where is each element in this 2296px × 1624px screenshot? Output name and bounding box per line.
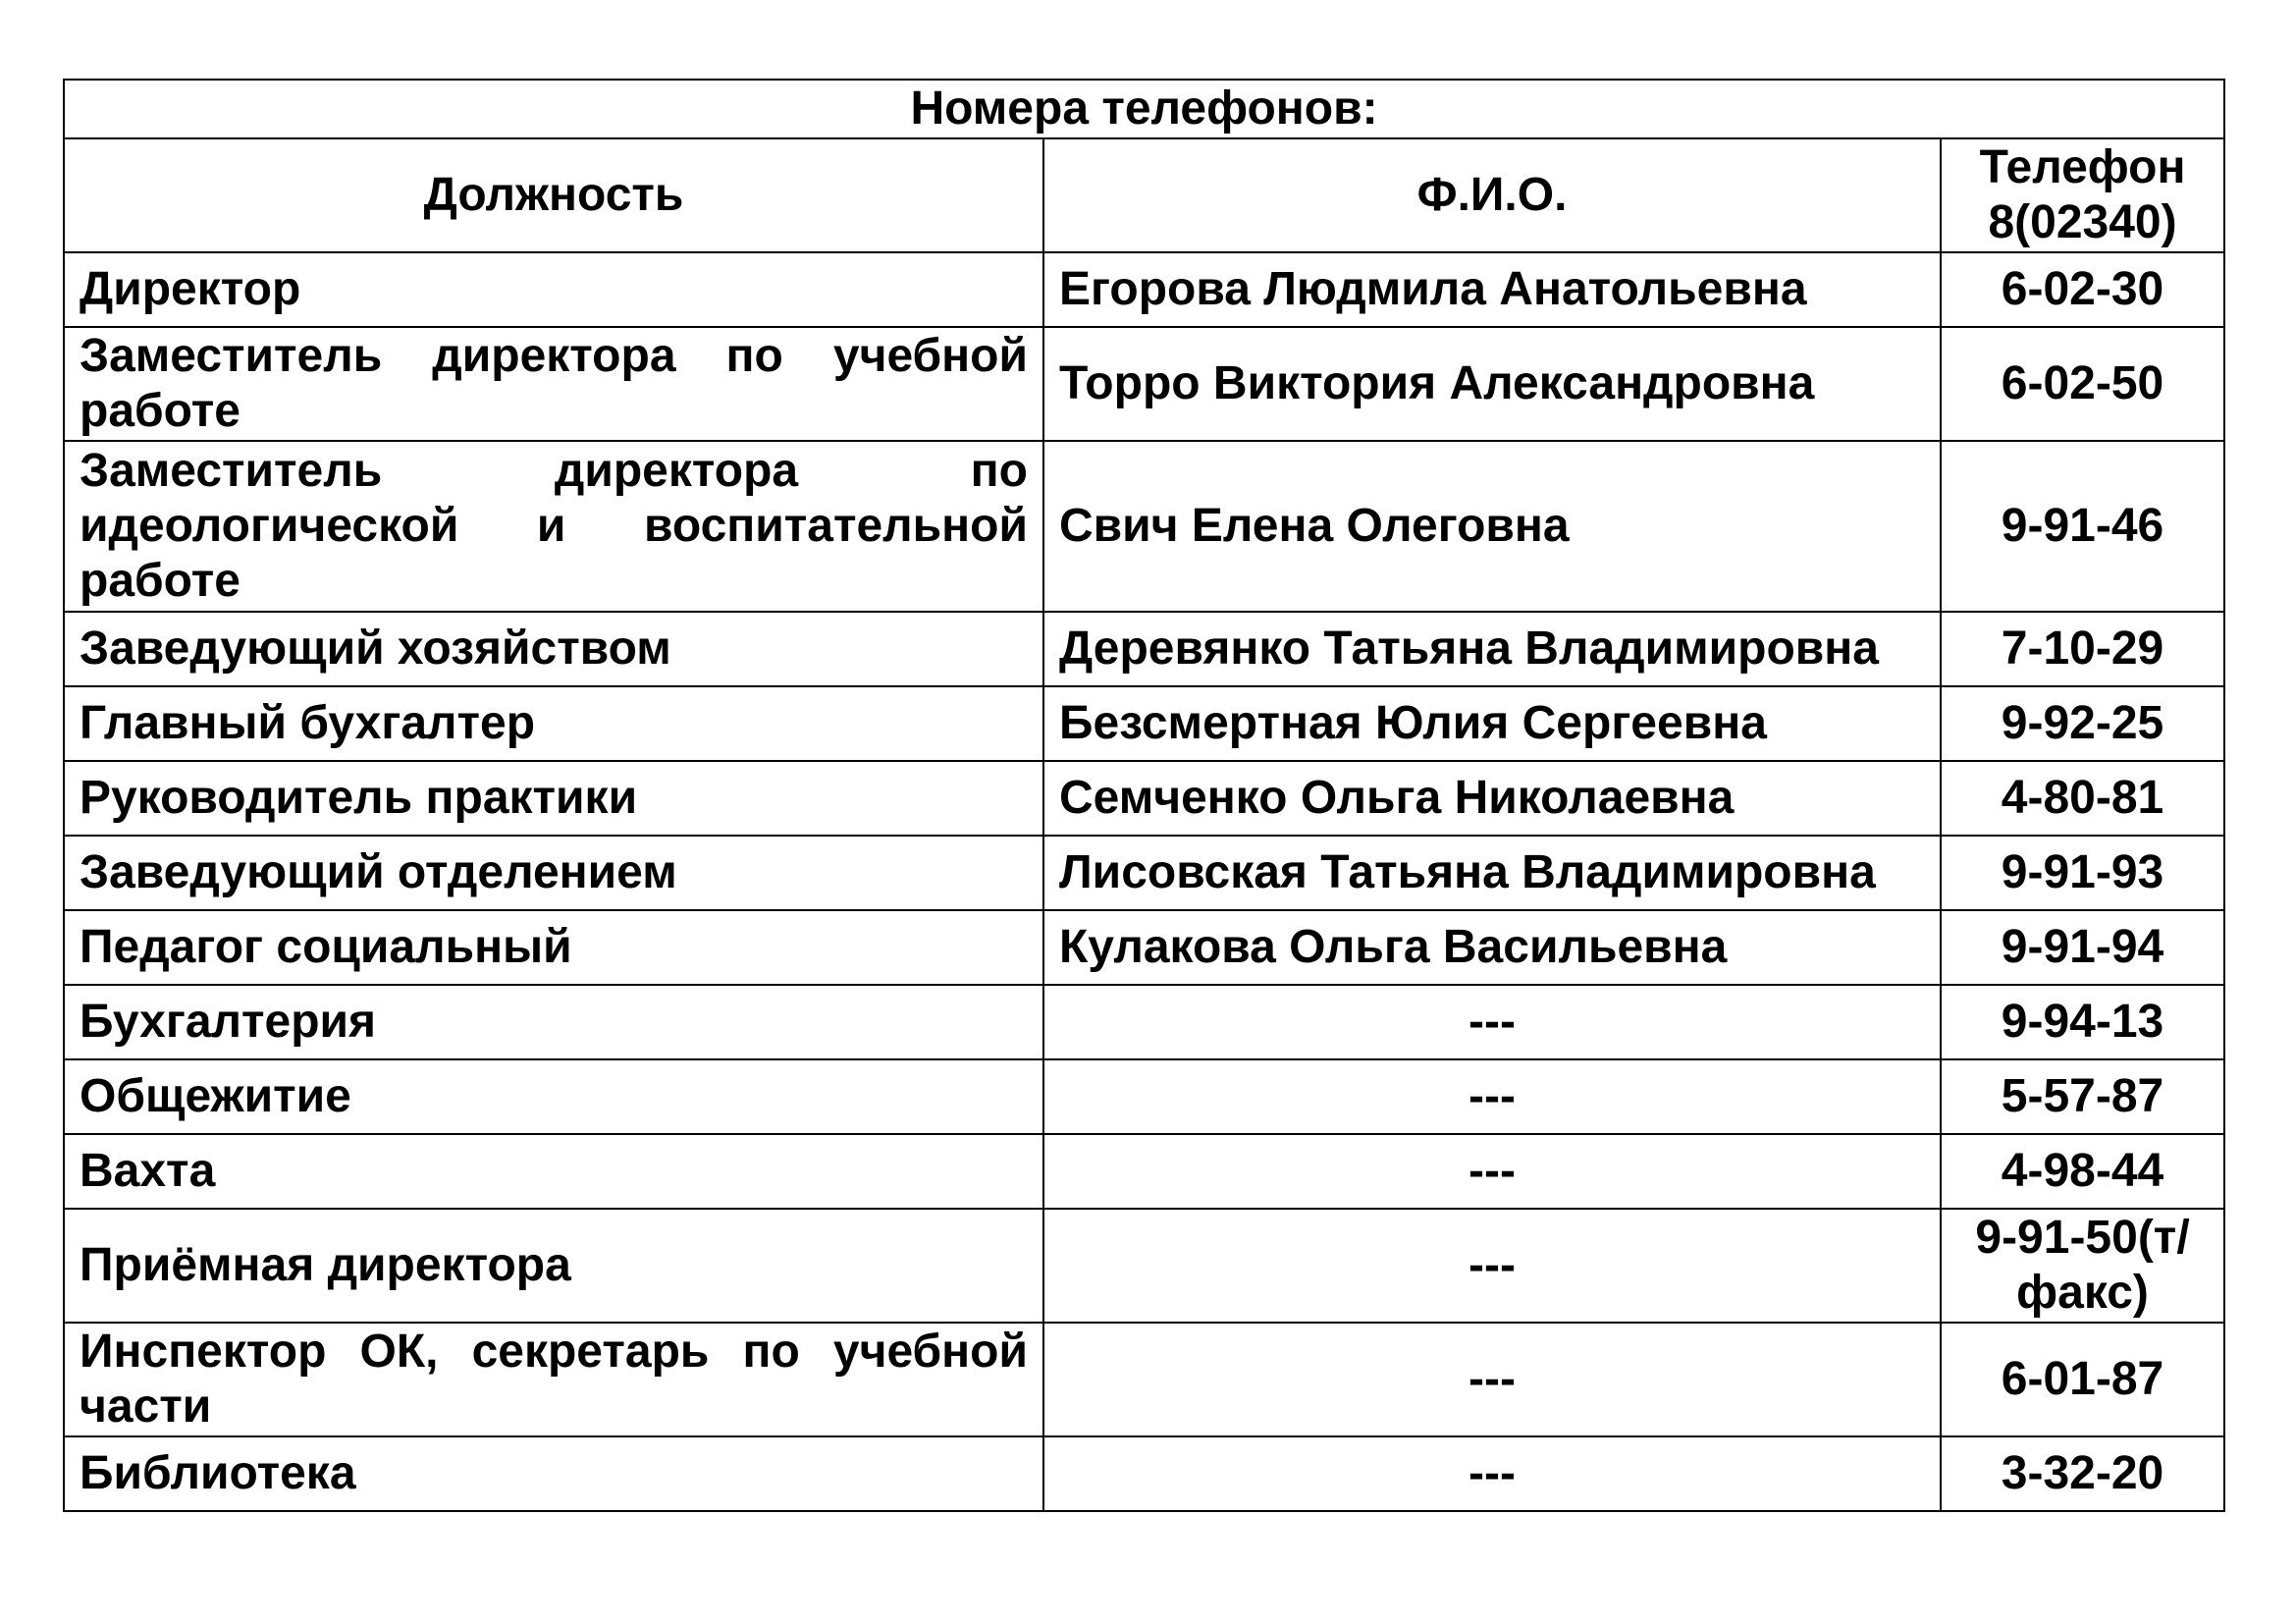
table-row bbox=[64, 985, 2224, 1059]
name-cell: --- bbox=[1043, 1134, 1941, 1209]
name-cell: --- bbox=[1043, 1323, 1941, 1436]
position-cell: Библиотека bbox=[64, 1436, 1043, 1511]
phone-cell: 4-80-81 bbox=[1941, 761, 2224, 836]
name-cell: Безсмертная Юлия Сергеевна bbox=[1043, 686, 1941, 761]
name-cell: --- bbox=[1043, 1209, 1941, 1323]
position-cell: Директор bbox=[64, 252, 1043, 327]
position-cell: Заведующий хозяйством bbox=[64, 612, 1043, 686]
position-cell: Заместитель директора по учебной работе bbox=[64, 327, 1043, 441]
name-cell: Семченко Ольга Николаевна bbox=[1043, 761, 1941, 836]
name-cell: --- bbox=[1043, 1436, 1941, 1511]
position-cell: Заместитель директора по идеологической и воспитательной работе bbox=[64, 441, 1043, 612]
table-row bbox=[64, 910, 2224, 985]
name-cell: Егорова Людмила Анатольевна bbox=[1043, 252, 1941, 327]
table-row bbox=[64, 252, 2224, 327]
name-cell: Свич Елена Олеговна bbox=[1043, 441, 1941, 612]
position-cell: Педагог социальный bbox=[64, 910, 1043, 985]
header-name: Ф.И.О. bbox=[1043, 138, 1941, 252]
position-cell: Главный бухгалтер bbox=[64, 686, 1043, 761]
header-phone: Телефон 8(02340) bbox=[1941, 138, 2224, 252]
position-cell: Заведующий отделением bbox=[64, 836, 1043, 910]
table-caption: Номера телефонов: bbox=[64, 80, 2224, 138]
table-row bbox=[64, 1059, 2224, 1134]
phone-cell: 3-32-20 bbox=[1941, 1436, 2224, 1511]
table-caption-row bbox=[64, 80, 2224, 138]
table-row bbox=[64, 836, 2224, 910]
table-row bbox=[64, 1323, 2224, 1436]
position-cell: Приёмная директора bbox=[64, 1209, 1043, 1323]
table-row bbox=[64, 761, 2224, 836]
phone-cell: 7-10-29 bbox=[1941, 612, 2224, 686]
phone-cell: 9-91-94 bbox=[1941, 910, 2224, 985]
header-position: Должность bbox=[64, 138, 1043, 252]
table-header-row bbox=[64, 138, 2224, 252]
table-row bbox=[64, 441, 2224, 612]
phone-cell: 9-91-46 bbox=[1941, 441, 2224, 612]
table-row bbox=[64, 612, 2224, 686]
table-row bbox=[64, 686, 2224, 761]
phone-cell: 4-98-44 bbox=[1941, 1134, 2224, 1209]
position-cell: Руководитель практики bbox=[64, 761, 1043, 836]
phone-directory-table bbox=[63, 79, 2225, 1512]
phone-cell: 9-92-25 bbox=[1941, 686, 2224, 761]
table-row bbox=[64, 1209, 2224, 1323]
name-cell: --- bbox=[1043, 985, 1941, 1059]
phone-cell: 9-94-13 bbox=[1941, 985, 2224, 1059]
name-cell: Лисовская Татьяна Владимировна bbox=[1043, 836, 1941, 910]
phone-cell: 6-02-50 bbox=[1941, 327, 2224, 441]
table-row bbox=[64, 1436, 2224, 1511]
phone-cell: 6-02-30 bbox=[1941, 252, 2224, 327]
position-cell: Вахта bbox=[64, 1134, 1043, 1209]
phone-cell: 9-91-93 bbox=[1941, 836, 2224, 910]
table-row bbox=[64, 327, 2224, 441]
phone-cell: 9-91-50(т/факс) bbox=[1941, 1209, 2224, 1323]
name-cell: Кулакова Ольга Васильевна bbox=[1043, 910, 1941, 985]
name-cell: Деревянко Татьяна Владимировна bbox=[1043, 612, 1941, 686]
phone-cell: 6-01-87 bbox=[1941, 1323, 2224, 1436]
position-cell: Общежитие bbox=[64, 1059, 1043, 1134]
position-cell: Бухгалтерия bbox=[64, 985, 1043, 1059]
phone-cell: 5-57-87 bbox=[1941, 1059, 2224, 1134]
name-cell: Торро Виктория Александровна bbox=[1043, 327, 1941, 441]
name-cell: --- bbox=[1043, 1059, 1941, 1134]
table-row bbox=[64, 1134, 2224, 1209]
position-cell: Инспектор ОК, секретарь по учебной части bbox=[64, 1323, 1043, 1436]
